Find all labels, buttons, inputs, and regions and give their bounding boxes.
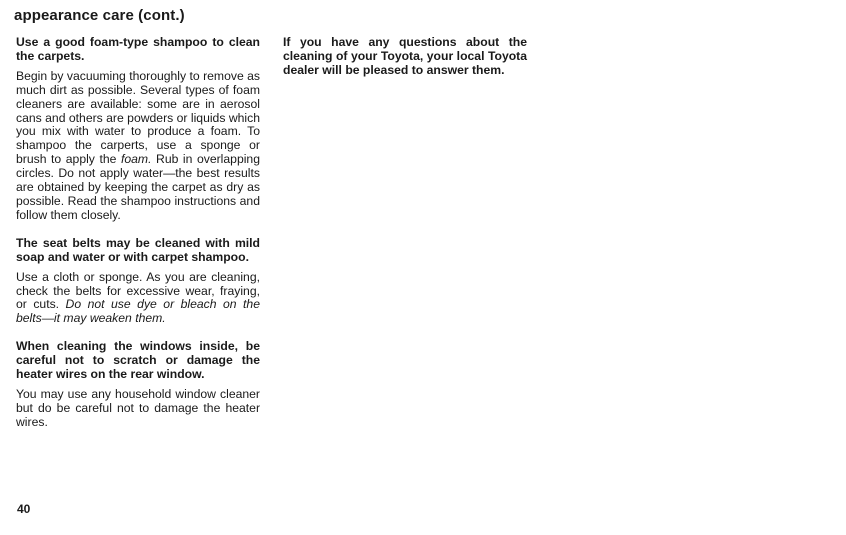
closing-note: If you have any questions about the cleaning of your Toyota, your local Toyota dealer will be pleased to answer them.	[283, 35, 527, 77]
body-emphasis: foam.	[120, 152, 152, 167]
section-body	[16, 70, 260, 223]
section-windows	[16, 340, 260, 429]
right-column	[283, 36, 527, 78]
page-number: 40	[17, 502, 31, 516]
section-heading: When cleaning the windows inside, be careful not to scratch or damage the heater wires on the rear window.	[16, 339, 260, 382]
body-text: Rub in overlapping circles. Do not apply water—the best results are obtained by keeping the carpet as dry as possible. Read the shampoo instructions and follow them closely.	[16, 152, 260, 222]
section-body	[16, 271, 260, 327]
body-emphasis: Do not use dye or bleach on the belts—it may weaken them.	[16, 297, 260, 326]
section-heading: Use a good foam-type shampoo to clean the carpets.	[16, 35, 260, 63]
section-heading: The seat belts may be cleaned with mild soap and water or with carpet shampoo.	[16, 235, 260, 264]
body-text: You may use any household window cleaner but do be careful not to damage the heater wires.	[16, 386, 260, 429]
section-carpets	[16, 36, 260, 223]
left-column	[16, 36, 260, 430]
body-text: Begin by vacuuming thoroughly to remove as much dirt as possible. Several types of foam cleaners are available: some are in aerosol cans and others are powders or liquids which you mix with water to produce a foam. To shampoo the carperts, use a sponge or brush to apply the	[16, 68, 260, 167]
section-body	[16, 388, 260, 430]
body-text: Use a cloth or sponge. As you are cleaning, check the belts for excessive wear, fraying, or cuts.	[16, 269, 260, 312]
page-title: appearance care (cont.)	[14, 7, 185, 24]
section-seat-belts	[16, 237, 260, 326]
